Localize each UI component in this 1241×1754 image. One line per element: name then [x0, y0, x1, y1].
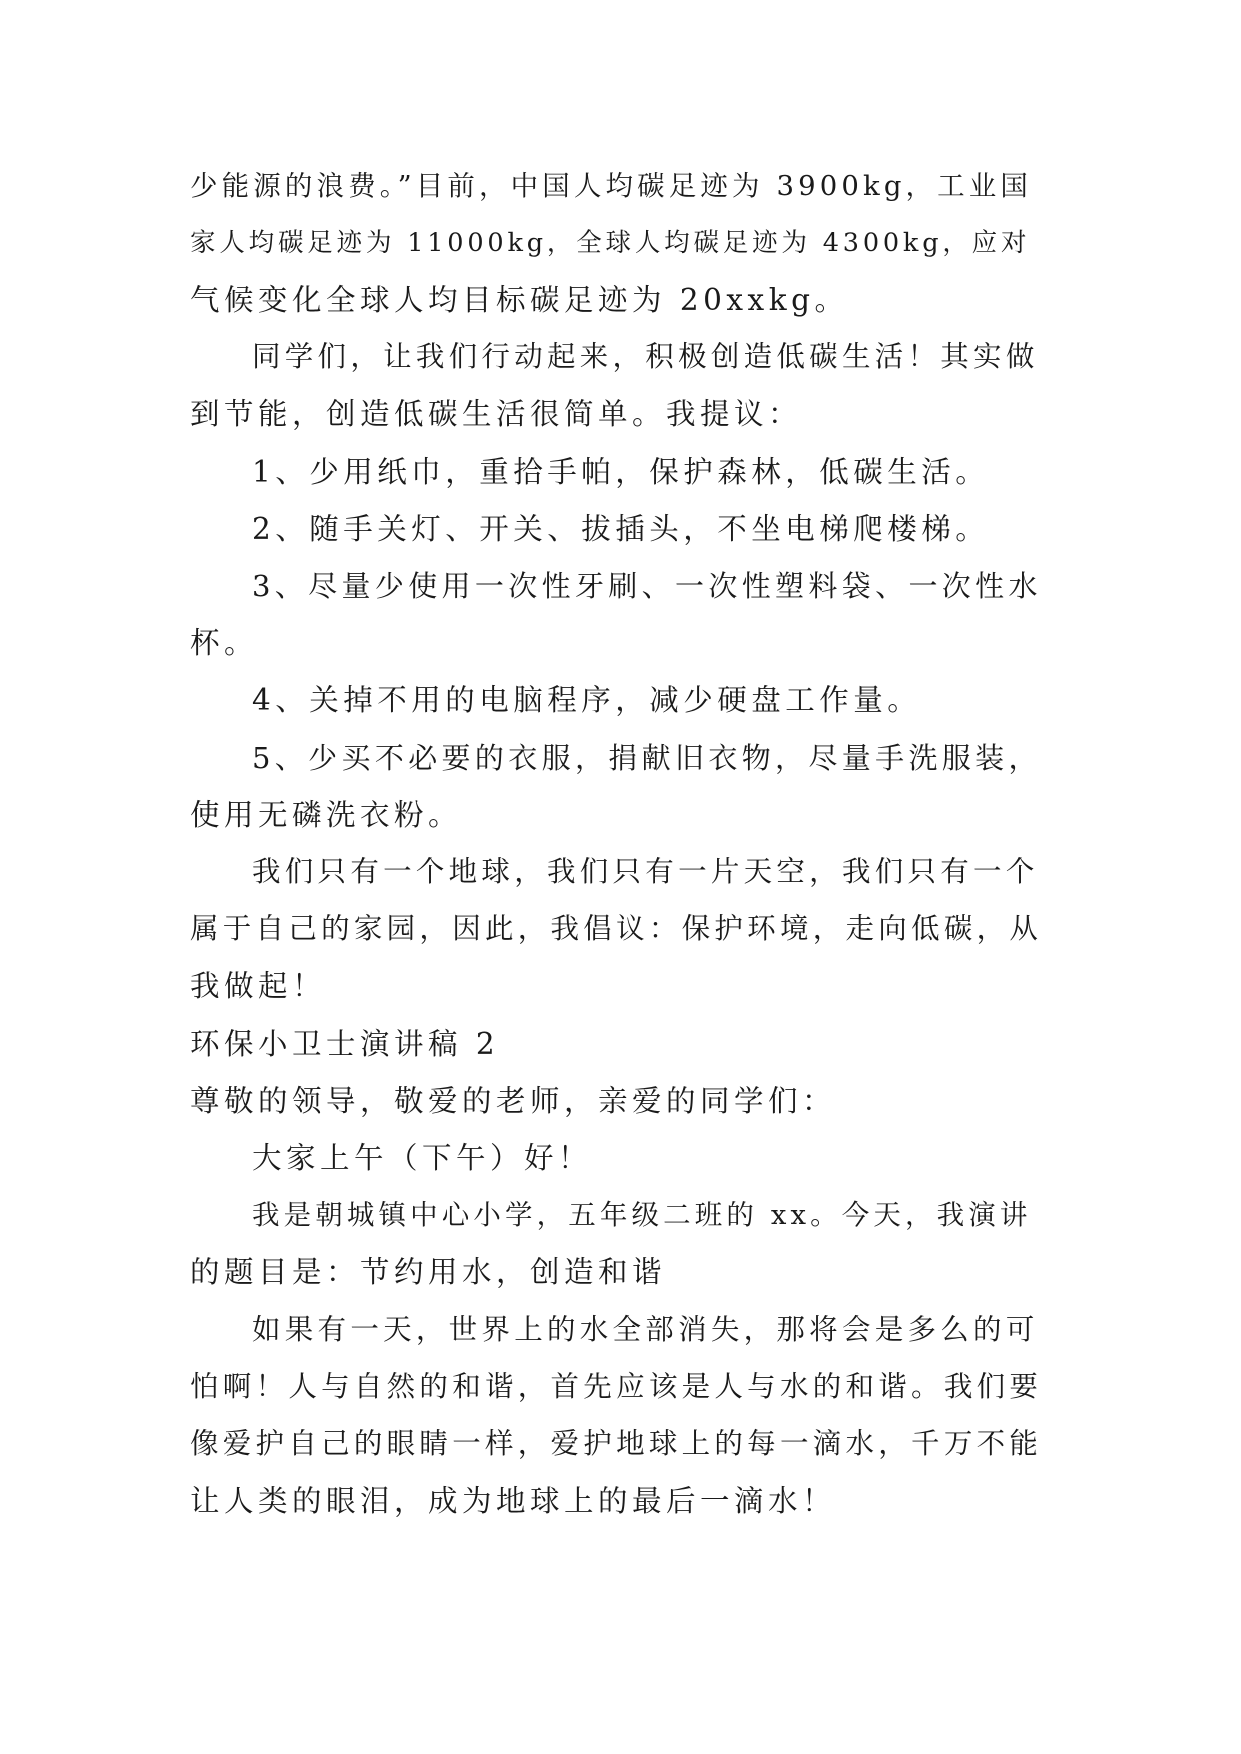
body-text-line: 使用无磷洗衣粉。 [190, 798, 463, 832]
body-text-line: 我们只有一个地球，我们只有一片天空，我们只有一个 [252, 855, 1039, 888]
body-text-line: 像爱护自己的眼睛一样，爱护地球上的每一滴水，千万不能 [190, 1427, 1043, 1460]
list-item: 1、少用纸巾，重拾手帕，保护森林，低碳生活。 [252, 455, 990, 489]
body-text-line: 少能源的浪费。”目前，中国人均碳足迹为 3900kg，工业国 [190, 170, 1033, 202]
list-item: 5、少买不必要的衣服，捐献旧衣物，尽量手洗服装， [252, 741, 1042, 775]
body-text-line: 我做起！ [190, 969, 327, 1003]
body-text-line: 属于自己的家园，因此，我倡议：保护环境，走向低碳，从 [190, 912, 1043, 945]
body-text-line: 到节能，创造低碳生活很简单。我提议： [190, 397, 803, 431]
list-item: 3、尽量少使用一次性牙刷、一次性塑料袋、一次性水 [252, 569, 1042, 603]
body-text-line: 气候变化全球人均目标碳足迹为 20xxkg。 [190, 283, 849, 317]
body-text-line: 同学们，让我们行动起来，积极创造低碳生活！其实做 [252, 340, 1039, 373]
list-item: 4、关掉不用的电脑程序，减少硬盘工作量。 [252, 683, 922, 717]
salutation: 尊敬的领导，敬爱的老师，亲爱的同学们： [190, 1084, 837, 1118]
body-text-line: 家人均碳足迹为 11000kg，全球人均碳足迹为 4300kg，应对 [190, 228, 1031, 258]
greeting: 大家上午（下午）好！ [252, 1141, 593, 1175]
body-text-line: 如果有一天，世界上的水全部消失，那将会是多么的可 [252, 1313, 1039, 1346]
body-text-line: 杯。 [190, 626, 259, 660]
list-item: 2、随手关灯、开关、拔插头，不坐电梯爬楼梯。 [252, 512, 990, 546]
body-text-line: 让人类的眼泪，成为地球上的最后一滴水！ [190, 1484, 837, 1518]
body-text-line: 的题目是：节约用水，创造和谐 [190, 1255, 667, 1289]
body-text-line: 怕啊！人与自然的和谐，首先应该是人与水的和谐。我们要 [190, 1370, 1043, 1403]
body-text-line: 我是朝城镇中心小学，五年级二班的 xx。今天，我演讲 [252, 1199, 1032, 1231]
section-title: 环保小卫士演讲稿 2 [190, 1027, 500, 1061]
